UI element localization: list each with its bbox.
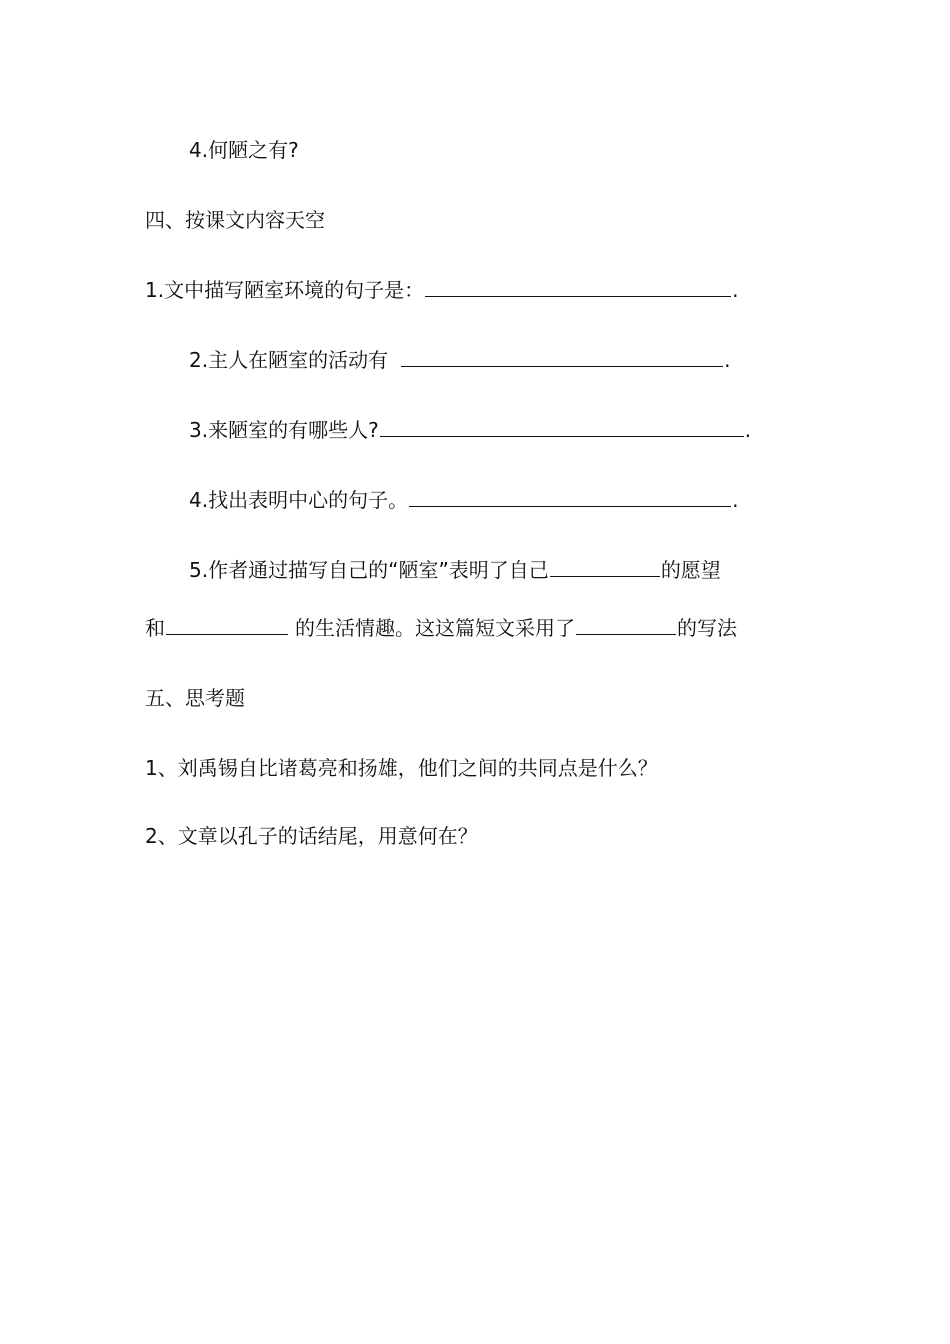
fill-item-5b-text: 和 — [145, 616, 165, 640]
fill-item-2 — [189, 346, 730, 374]
fill-item-3-text: 3.来陋室的有哪些人? — [189, 418, 379, 442]
fill-item-5b-mid: 的生活情趣。这这篇短文采用了 — [295, 616, 575, 640]
fill-blank-5b[interactable] — [166, 614, 288, 635]
fill-item-5-text: 5.作者通过描写自己的“陋室”表明了自己 — [189, 558, 549, 582]
fill-blank-1[interactable] — [425, 276, 731, 297]
fill-blank-4[interactable] — [409, 486, 731, 507]
section-5-title: 五、思考题 — [145, 686, 245, 710]
fill-item-2-end: . — [724, 348, 731, 372]
fill-item-4-text: 4.找出表明中心的句子。 — [189, 488, 409, 512]
fill-item-4 — [189, 486, 738, 514]
fill-blank-3[interactable] — [380, 416, 744, 437]
fill-blank-5a[interactable] — [550, 556, 660, 577]
question-4-text: 4.何陋之有? — [189, 138, 299, 162]
fill-item-5-after: 的愿望 — [660, 558, 721, 582]
fill-item-1-end: . — [732, 278, 739, 302]
think-question-1 — [145, 754, 658, 782]
fill-item-3 — [189, 416, 751, 444]
fill-item-5 — [189, 556, 721, 584]
fill-item-3-end: . — [744, 418, 752, 442]
section-5-heading — [145, 684, 245, 712]
fill-blank-5c[interactable] — [576, 614, 676, 635]
fill-item-5b-end: 的写法 — [677, 616, 737, 640]
think-question-2 — [145, 822, 478, 850]
fill-item-1-text: 1.文中描写陋室环境的句子是： — [145, 278, 425, 302]
fill-item-2-text: 2.主人在陋室的活动有 — [189, 348, 389, 372]
fill-blank-2[interactable] — [401, 346, 723, 367]
question-4-item — [189, 136, 299, 164]
fill-item-4-end: . — [732, 488, 739, 512]
fill-item-5-continued — [145, 614, 737, 642]
section-4-title: 四、按课文内容天空 — [145, 208, 325, 232]
fill-item-1 — [145, 276, 738, 304]
section-4-heading — [145, 206, 325, 234]
think-question-1-text: 1、刘禹锡自比诸葛亮和扬雄，他们之间的共同点是什么？ — [145, 756, 658, 780]
think-question-2-text: 2、文章以孔子的话结尾，用意何在？ — [145, 824, 478, 848]
